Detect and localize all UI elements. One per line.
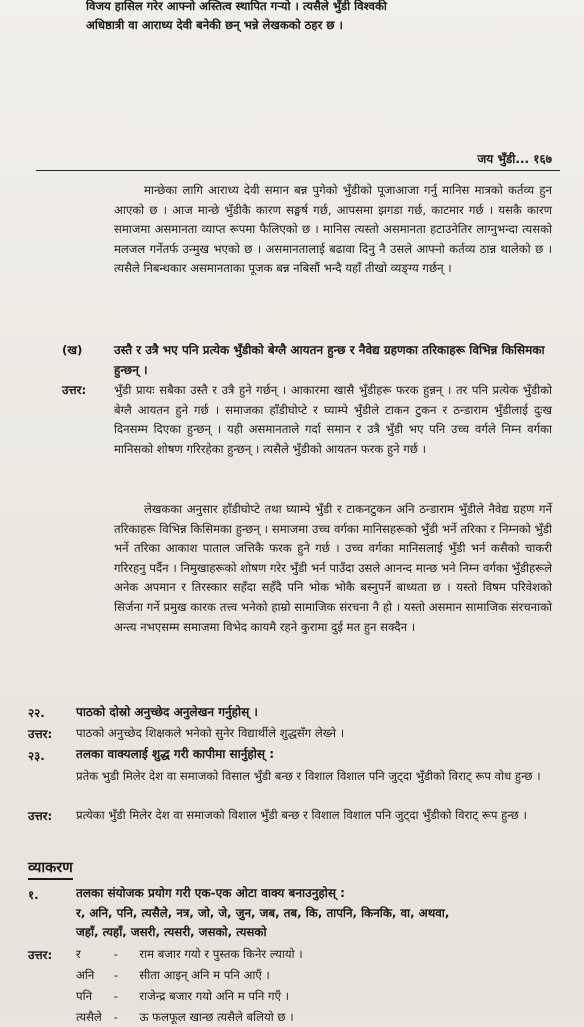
conjunction-word: पनि xyxy=(76,989,93,1003)
answer-22-text: पाठको अनुच्छेद शिक्षकले भनेको सुनेर विद्यार्थीले शुद्धसँग लेख्ने । xyxy=(76,726,345,740)
answer-row xyxy=(76,987,289,1006)
question-23-given-sentence: प्रतेक भुडी मिलेर देश वा समाजको विसाल भुँडी बन्छ र विशाल विशाल पनि जुट्दा भुँडीको विराट् रूप वोध हुन्छ । xyxy=(76,769,541,783)
conjunction-word: र xyxy=(76,947,81,961)
question-kha-text: उस्तै र उत्रै भए पनि प्रत्येक भुँडीको बेग्लै आयतन हुन्छ र नैवेद्य ग्रहणका तरिकाहरू विभिन्न किसिमका हुन्छन् । xyxy=(114,343,545,377)
dash: - xyxy=(113,1010,118,1024)
answer-label-22: उत्तर: xyxy=(28,727,53,741)
question-23-number: २३. xyxy=(28,749,45,763)
example-sentence: राजेन्द्र बजार गयो अनि म पनि गएँ । xyxy=(139,989,290,1003)
conjunction-list-line-1: र, अनि, पनि, त्यसैले, नत्र, जो, जे, जुन, जब, तब, कि, तापनि, किनकि, वा, अथवा, xyxy=(76,906,450,920)
example-sentence: राम बजार गयो र पुस्तक किनेर ल्यायो । xyxy=(139,947,303,961)
answer-23-text: प्रत्येका भुँडी मिलेर देश वा समाजको विशाल भुँडी बन्छ र विशाल विशाल पनि जुट्दा भुँडीको विराट् रूप हुन्छ । xyxy=(76,808,527,822)
fragment-line-1: विजय हासिल गरेर आफ्नो अस्तित्व स्थापित गऱ्यो । त्यसैले भुँडी विश्वकी xyxy=(86,0,387,13)
header-rule xyxy=(36,170,560,171)
conjunction-list-line-2: जहाँ, त्यहाँ, जसरी, त्यसरी, जसको, त्यसको xyxy=(76,925,267,939)
example-sentence: ऊ फलफूल खान्छ त्यसैले बलियो छ । xyxy=(139,1010,294,1024)
running-header: जय भुँडी... १६७ xyxy=(477,152,552,166)
fragment-line-2: अधिष्ठात्री वा आराध्य देवी बनेकी छन् भन्ने लेखकको ठहर छ । xyxy=(86,18,343,32)
question-kha-label: (ख) xyxy=(62,343,83,357)
conjunction-word: त्यसैले xyxy=(76,1010,102,1024)
question-1-text: तलका संयोजक प्रयोग गरी एक-एक ओटा वाक्य बनाउनुहोस् : xyxy=(76,886,345,900)
answer-row xyxy=(76,945,303,964)
section-heading-grammar: व्याकरण xyxy=(28,857,73,880)
dash: - xyxy=(113,989,118,1003)
question-22-number: २२. xyxy=(28,706,45,720)
answer-kha-paragraph-2: लेखकका अनुसार हाँडीघोप्टे तथा घ्याम्पे भुँडी र टाकनटुकन अनि ठन्डाराम भुँडीले नैवेद्य ग्रहण गर्ने तरिकाहरू विभिन्न किसिमका हुन्छन् । समाजमा उच्च वर्गका मानिसहरूको भुँडी भर्ने तरिका र निम्नको भुँडी भर्ने तरिका आकाश पाताल जत्तिकै फरक हुने गर्छ । उच्च वर्गका मानिसलाई भुँडी भर्न कसैको चाकरी गरिरहनु पर्दैन । निमुखाहरूको शोषण गरेर भुँडी भर्न पाउँदा उसले आनन्द मान्छ भने निम्न वर्गका भुँडीहरूले अनेक अपमान र तिरस्कार सहँदा सहँदै पनि भोक भोकै बस्नुपर्ने बाध्यता छ । यस्तो विषम परिवेशको सिर्जना गर्ने प्रमुख कारक तत्त्व भनेको हाम्रो सामाजिक संरचना नै हो । यस्तो असमान सामाजिक संरचनाको अन्त्य नभएसम्म समाजमा विभेद कायमै रहने कुरामा दुई मत हुन सक्दैन । xyxy=(114,502,552,634)
dash: - xyxy=(113,947,118,961)
example-sentence: सीता आइन् अनि म पनि आएँ । xyxy=(139,968,270,982)
answer-label-kha: उत्तर: xyxy=(62,383,87,397)
answer-row-cut xyxy=(76,1008,294,1027)
previous-page-fragment xyxy=(86,0,556,35)
paragraph-1: मान्छेका लागि आराध्य देवी समान बन्न पुगेको भुँडीको पूजाआजा गर्नु मानिस मात्रको कर्तव्य हुन आएको छ । आज मान्छे भुँडीकै कारण सङ्घर्ष गर्छ, आपसमा झगडा गर्छ, काटमार गर्छ । यसकै कारण समाजमा असमानता व्याप्त रूपमा फैलिएको छ । मानिस त्यस्तो असमानता हटाउनेतिर लाग्नुभन्दा त्यसको मलजल गर्नेतर्फ उन्मुख भएको छ । असमानतालाई बढावा दिनु नै उसले आफ्नो कर्तव्य ठान्न थालेको छ । त्यसैले निबन्धकार असमानताका पूजक बन्न नबिसौं भन्दै यहाँ तीखो व्यङ्ग्य गर्छन् । xyxy=(114,183,552,276)
answer-label-1: उत्तर: xyxy=(28,948,53,962)
question-23-text: तलका वाक्यलाई शुद्ध गरी कापीमा सार्नुहोस् : xyxy=(76,747,274,761)
question-22-text: पाठको दोस्रो अनुच्छेद अनुलेखन गर्नुहोस् । xyxy=(76,705,258,719)
question-1-number: १. xyxy=(28,888,39,902)
answer-label-23: उत्तर: xyxy=(28,809,53,823)
answer-row xyxy=(76,966,270,985)
dash: - xyxy=(113,968,118,982)
answer-kha-paragraph-1: भुँडी प्रायः सबैका उस्तै र उत्रै हुने गर्छन् । आकारमा खासै भुँडीहरू फरक हुन्नन् । तर पनि प्रत्येक भुँडीको बेग्लै आयतन हुने गर्छ । समाजका हाँडीघोप्टे र घ्याम्पे भुँडीले टाकन टुकन र ठन्डाराम भुँडीलाई दुःख दिनसम्म दिएका हुन्छन् । यही असमानताले गर्दा समान र उत्रै भुँडी भए पनि उच्च वर्गले निम्न वर्गका मानिसको शोषण गरिरहेका हुन्छन् । त्यसैले भुँडीको आयतन फरक हुने गर्छ । xyxy=(114,383,552,456)
conjunction-word: अनि xyxy=(76,968,95,982)
